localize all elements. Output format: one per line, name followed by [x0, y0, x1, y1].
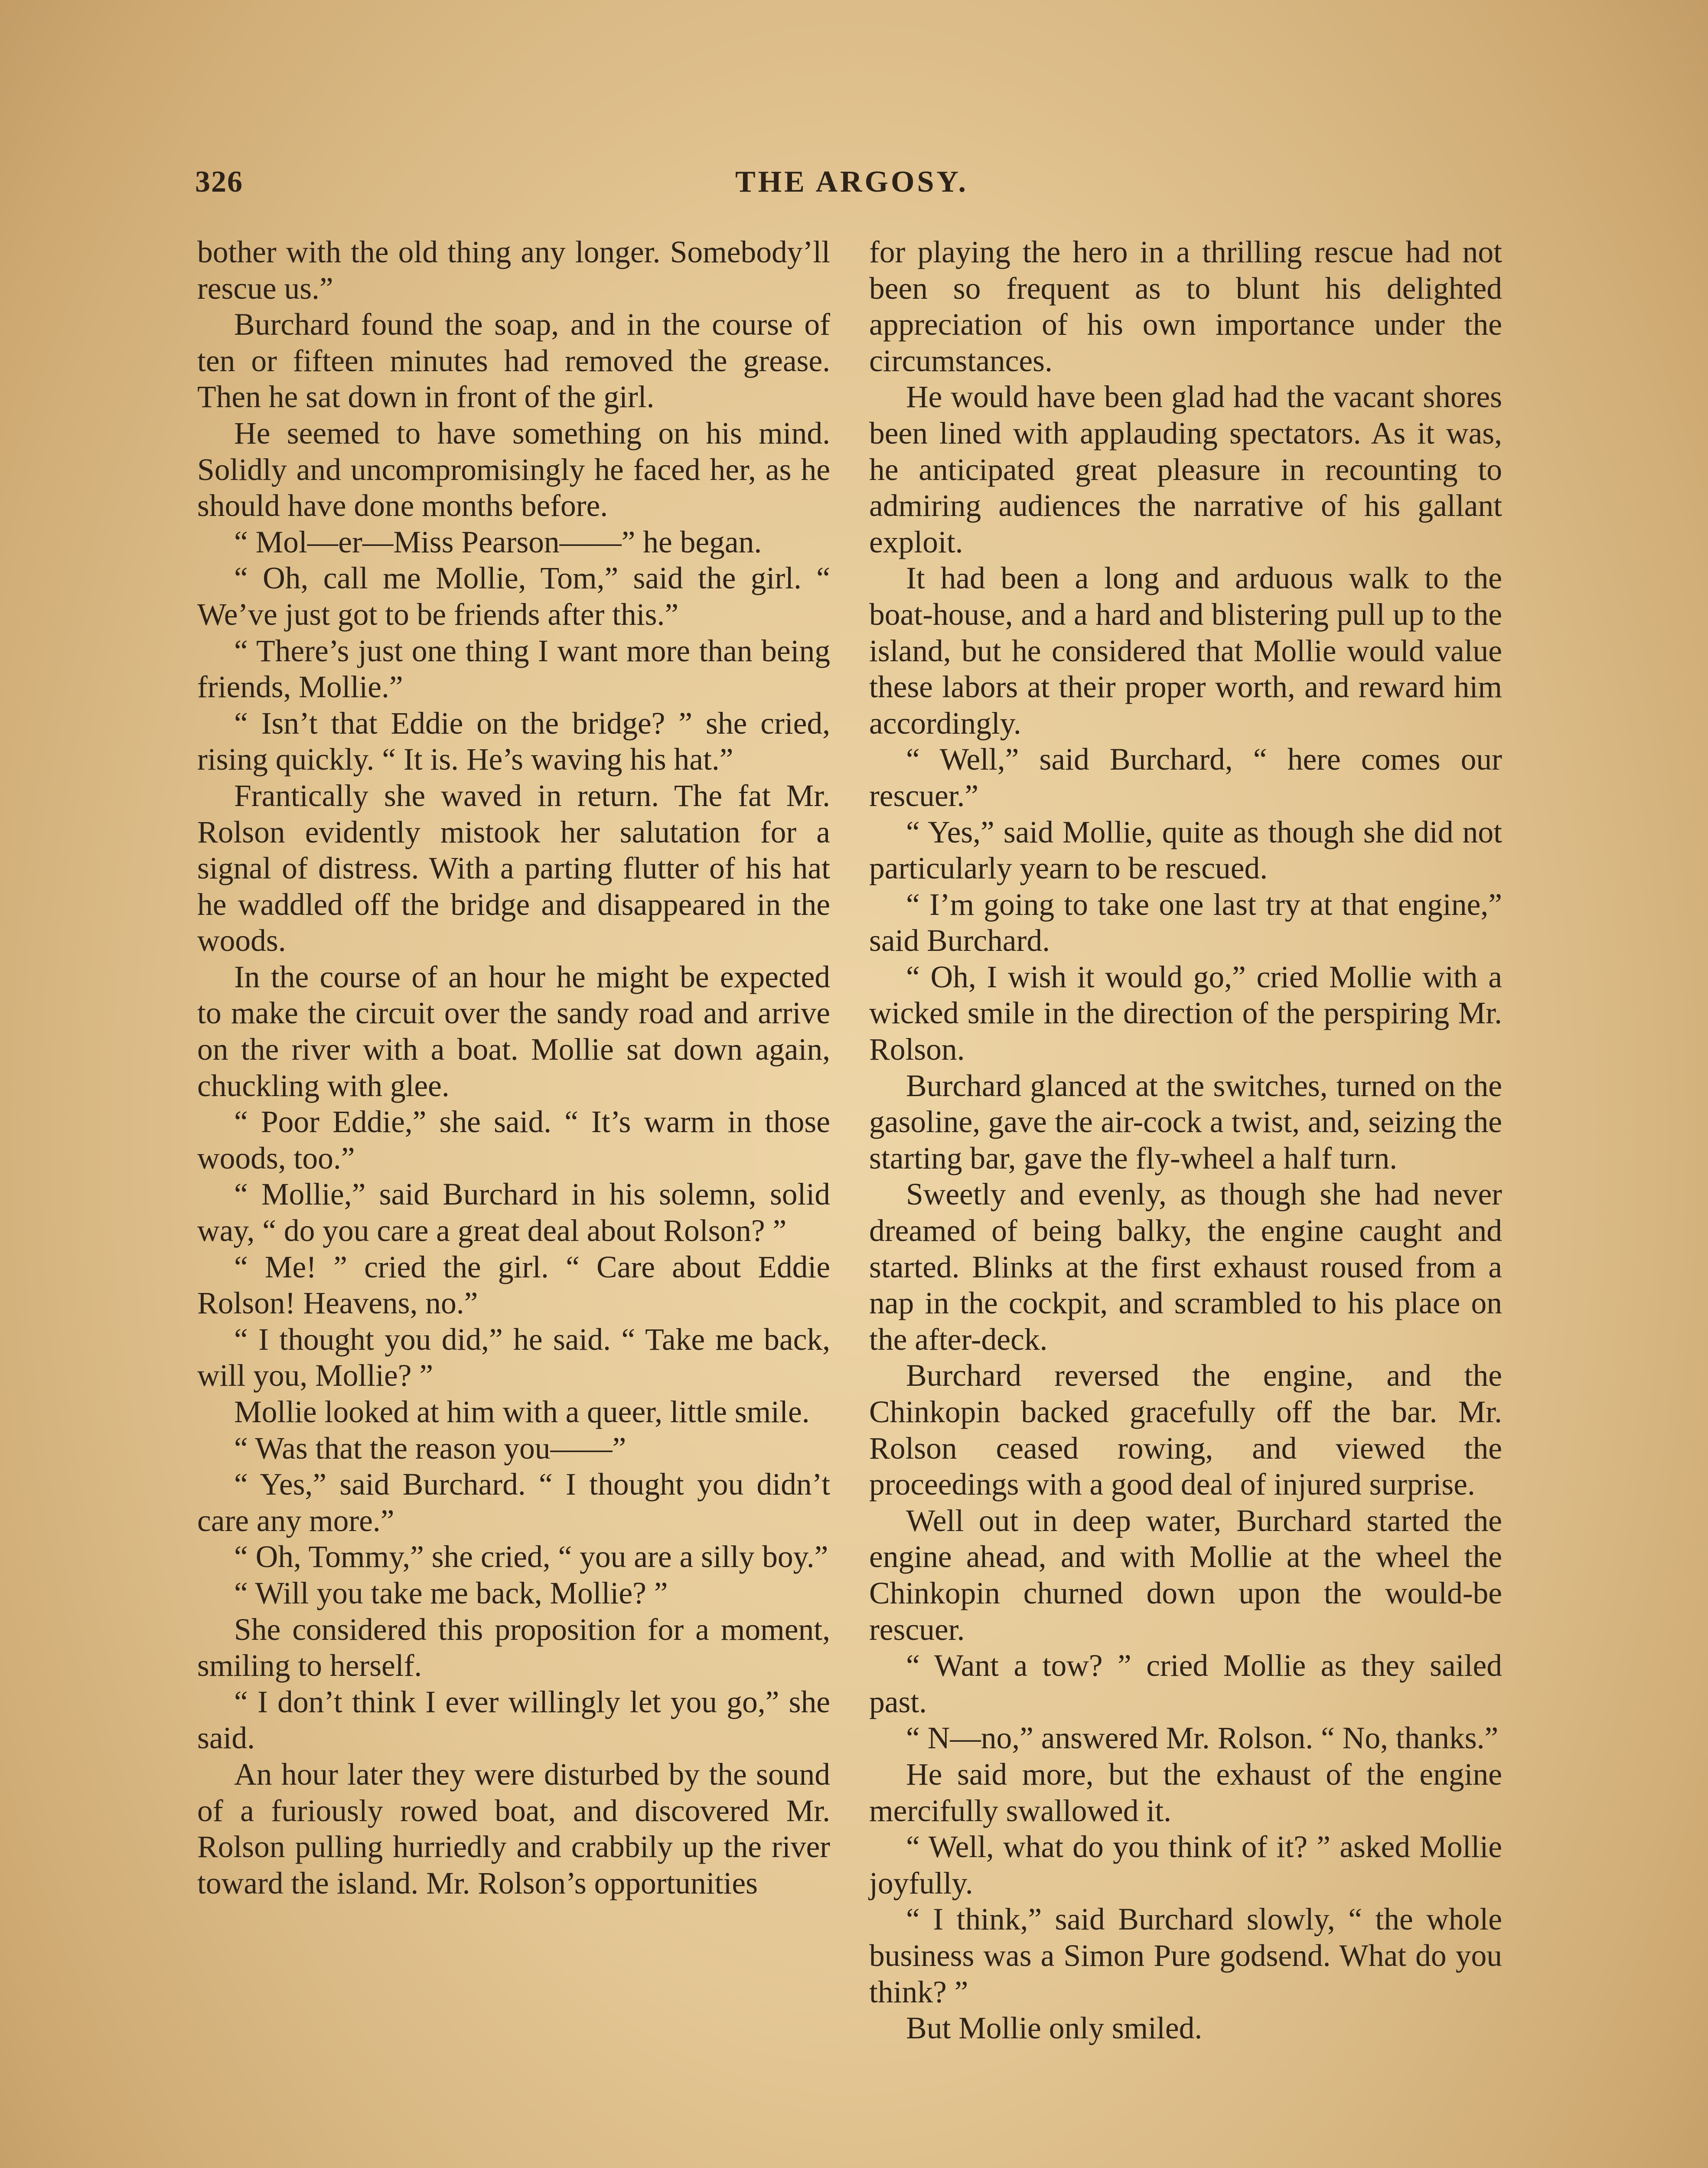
- paragraph: Frantically she waved in return. The fat Mr. Rolson evidently mistook her salutation for a signal of distress. With a parting flutter of his hat he waddled off the bridge and disappeared in the woods.: [197, 778, 830, 958]
- paragraph: “ I thought you did,” he said. “ Take me back, will you, Mollie? ”: [197, 1322, 830, 1393]
- paragraph: for playing the hero in a thrilling rescue had not been so frequent as to blunt his delighted appreciation of his own importance under the circumstances.: [869, 235, 1502, 378]
- paragraph: “ Yes,” said Mollie, quite as though she did not particularly yearn to be rescued.: [869, 815, 1502, 886]
- paragraph: “ I don’t think I ever willingly let you go,” she said.: [197, 1685, 830, 1756]
- running-head: THE ARGOSY.: [735, 165, 969, 199]
- paragraph: He would have been glad had the vacant shores been lined with applauding spectators. As it was, he anticipated great pleasure in recounting to admiring audiences the narrative of his gallant exploit.: [869, 380, 1502, 559]
- paragraph: “ Oh, call me Mollie, Tom,” said the girl. “ We’ve just got to be friends after this.”: [197, 561, 830, 632]
- paragraph: “ Yes,” said Burchard. “ I thought you didn’t care any more.”: [197, 1467, 830, 1538]
- paragraph: An hour later they were disturbed by the sound of a furiously rowed boat, and discovered Mr. Rolson pulling hurriedly and crabbily up the river toward the island. Mr. Rolson’s opportunities: [197, 1757, 830, 1900]
- paragraph: But Mollie only smiled.: [906, 2011, 1203, 2046]
- paragraph: Burchard glanced at the switches, turned on the gasoline, gave the air-cock a twist, and, seizing the starting bar, gave the fly-wheel a half turn.: [869, 1068, 1502, 1175]
- paragraph: “ Oh, I wish it would go,” cried Mollie with a wicked smile in the direction of the perspiring Mr. Rolson.: [869, 960, 1502, 1067]
- paragraph: “ Mol—er—Miss Pearson——” he began.: [234, 525, 762, 559]
- paragraph: She considered this proposition for a moment, smiling to herself.: [197, 1612, 830, 1683]
- paragraph: “ Mollie,” said Burchard in his solemn, solid way, “ do you care a great deal about Rolson? ”: [197, 1177, 830, 1248]
- paragraph: Burchard reversed the engine, and the Chinkopin backed gracefully off the bar. Mr. Rolson ceased rowing, and viewed the proceedings with a good deal of injured surprise.: [869, 1358, 1502, 1502]
- paragraph: “ Well, what do you think of it? ” asked Mollie joyfully.: [869, 1830, 1502, 1900]
- page-header: [195, 165, 1509, 212]
- right-text-column: [869, 234, 1502, 2047]
- paragraph: bother with the old thing any longer. Somebody’ll rescue us.”: [197, 235, 830, 306]
- left-text-column: [197, 234, 830, 1901]
- paragraph: He seemed to have something on his mind. Solidly and uncompromisingly he faced her, as he should have done months before.: [197, 416, 830, 523]
- paragraph: “ Want a tow? ” cried Mollie as they sailed past.: [869, 1649, 1502, 1719]
- paragraph: “ I’m going to take one last try at that engine,” said Burchard.: [869, 887, 1502, 958]
- paragraph: “ Well,” said Burchard, “ here comes our rescuer.”: [869, 742, 1502, 813]
- paragraph: “ There’s just one thing I want more than being friends, Mollie.”: [197, 633, 830, 705]
- paragraph: Burchard found the soap, and in the course of ten or fifteen minutes had removed the grease. Then he sat down in front of the girl.: [197, 307, 830, 415]
- paragraph: Sweetly and evenly, as though she had never dreamed of being balky, the engine caught and started. Blinks at the first exhaust roused from a nap in the cockpit, and scrambled to his place on the after-deck.: [869, 1177, 1502, 1357]
- paragraph: Mollie looked at him with a queer, little smile.: [234, 1395, 810, 1429]
- paragraph: He said more, but the exhaust of the engine mercifully swallowed it.: [869, 1757, 1502, 1828]
- paragraph: “ Oh, Tommy,” she cried, “ you are a silly boy.”: [234, 1540, 828, 1574]
- page-number: 326: [195, 165, 243, 199]
- paragraph: “ Poor Eddie,” she said. “ It’s warm in those woods, too.”: [197, 1105, 830, 1175]
- paragraph: “ Me! ” cried the girl. “ Care about Eddie Rolson! Heavens, no.”: [197, 1250, 830, 1321]
- paragraph: “ Isn’t that Eddie on the bridge? ” she cried, rising quickly. “ It is. He’s waving his hat.”: [197, 706, 830, 777]
- paragraph: It had been a long and arduous walk to the boat-house, and a hard and blistering pull up to the island, but he considered that Mollie would value these labors at their proper worth, and reward him accordingly.: [869, 561, 1502, 741]
- paragraph: “ Will you take me back, Mollie? ”: [234, 1576, 668, 1610]
- paragraph: “ I think,” said Burchard slowly, “ the whole business was a Simon Pure godsend. What do you think? ”: [869, 1902, 1502, 2009]
- paragraph: “ N—no,” answered Mr. Rolson. “ No, thanks.”: [906, 1721, 1499, 1756]
- paragraph: “ Was that the reason you——”: [234, 1431, 626, 1466]
- paragraph: In the course of an hour he might be expected to make the circuit over the sandy road and arrive on the river with a boat. Mollie sat down again, chuckling with glee.: [197, 960, 830, 1103]
- paragraph: Well out in deep water, Burchard started the engine ahead, and with Mollie at the wheel the Chinkopin churned down upon the would-be rescuer.: [869, 1503, 1502, 1647]
